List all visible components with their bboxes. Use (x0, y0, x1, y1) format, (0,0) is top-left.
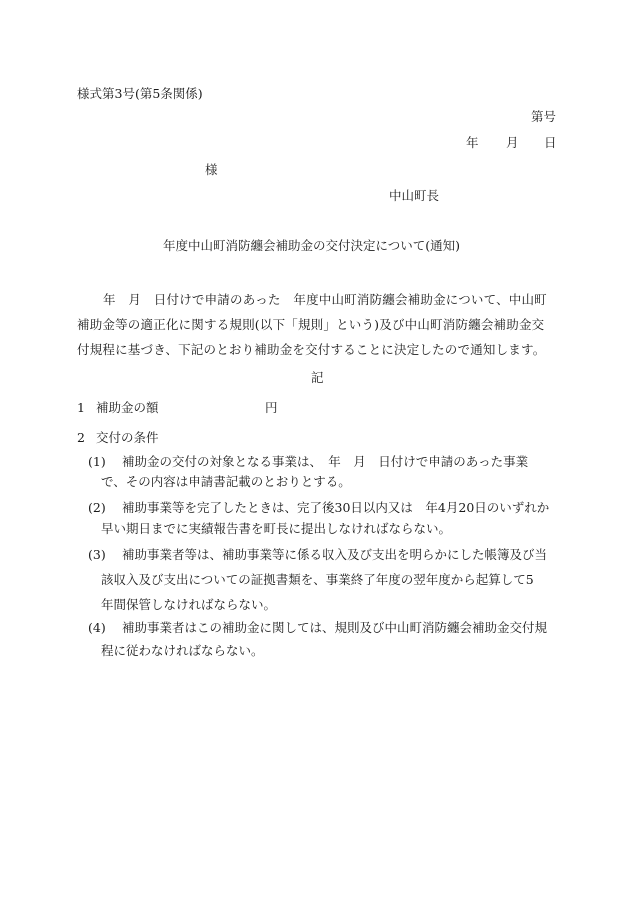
section-2-label: 交付の条件 (96, 430, 159, 445)
condition-3-line-3: 年間保管しなければならない。 (101, 597, 277, 612)
sender-name: 中山町長 (389, 188, 440, 203)
condition-2-line-1: 補助事業等を完了したときは、完了後30日以内又は 年4月20日のいずれか (122, 500, 550, 515)
condition-4-line-1: 補助事業者はこの補助金に関しては、規則及び中山町消防纏会補助金交付規 (122, 620, 548, 635)
condition-2-number: (2) (88, 500, 106, 515)
date-day: 日 (544, 135, 557, 150)
addressee-suffix: 様 (205, 162, 218, 177)
body-line-2: 補助金等の適正化に関する規則(以下「規則」という)及び中山町消防纏会補助金交 (77, 317, 545, 332)
section-2-number: 2 (77, 430, 85, 445)
condition-1-number: (1) (88, 454, 106, 469)
condition-1-line-2: で、その内容は申請書記載のとおりとする。 (101, 474, 351, 489)
document-title: 年度中山町消防纏会補助金の交付決定について(通知) (163, 238, 461, 253)
date-year: 年 (466, 135, 479, 150)
condition-4-number: (4) (88, 620, 106, 635)
condition-1-line-1: 補助金の交付の対象となる事業は、 年 月 日付けで申請のあった事業 (122, 454, 529, 469)
section-1-unit: 円 (265, 400, 278, 415)
condition-3-line-1: 補助事業者等は、補助事業等に係る収入及び支出を明らかにした帳簿及び当 (122, 547, 548, 562)
condition-4-line-2: 程に従わなければならない。 (101, 643, 264, 658)
note-heading: 記 (311, 370, 324, 385)
date-month: 月 (506, 135, 519, 150)
condition-3-number: (3) (88, 547, 106, 562)
body-line-3: 付規程に基づき、下記のとおり補助金を交付することに決定したので通知します。 (77, 342, 546, 357)
condition-2-line-2: 早い期日までに実績報告書を町長に提出しなければならない。 (101, 521, 452, 536)
document-number-label: 第号 (531, 109, 557, 124)
section-1-number: 1 (77, 400, 85, 415)
condition-3-line-2: 該収入及び支出についての証拠書類を、事業終了年度の翌年度から起算して5 (101, 572, 534, 587)
body-line-1: 年 月 日付けで申請のあった 年度中山町消防纏会補助金について、中山町 (103, 292, 547, 307)
form-number: 様式第3号(第5条関係) (77, 86, 203, 101)
section-1-label: 補助金の額 (96, 400, 159, 415)
